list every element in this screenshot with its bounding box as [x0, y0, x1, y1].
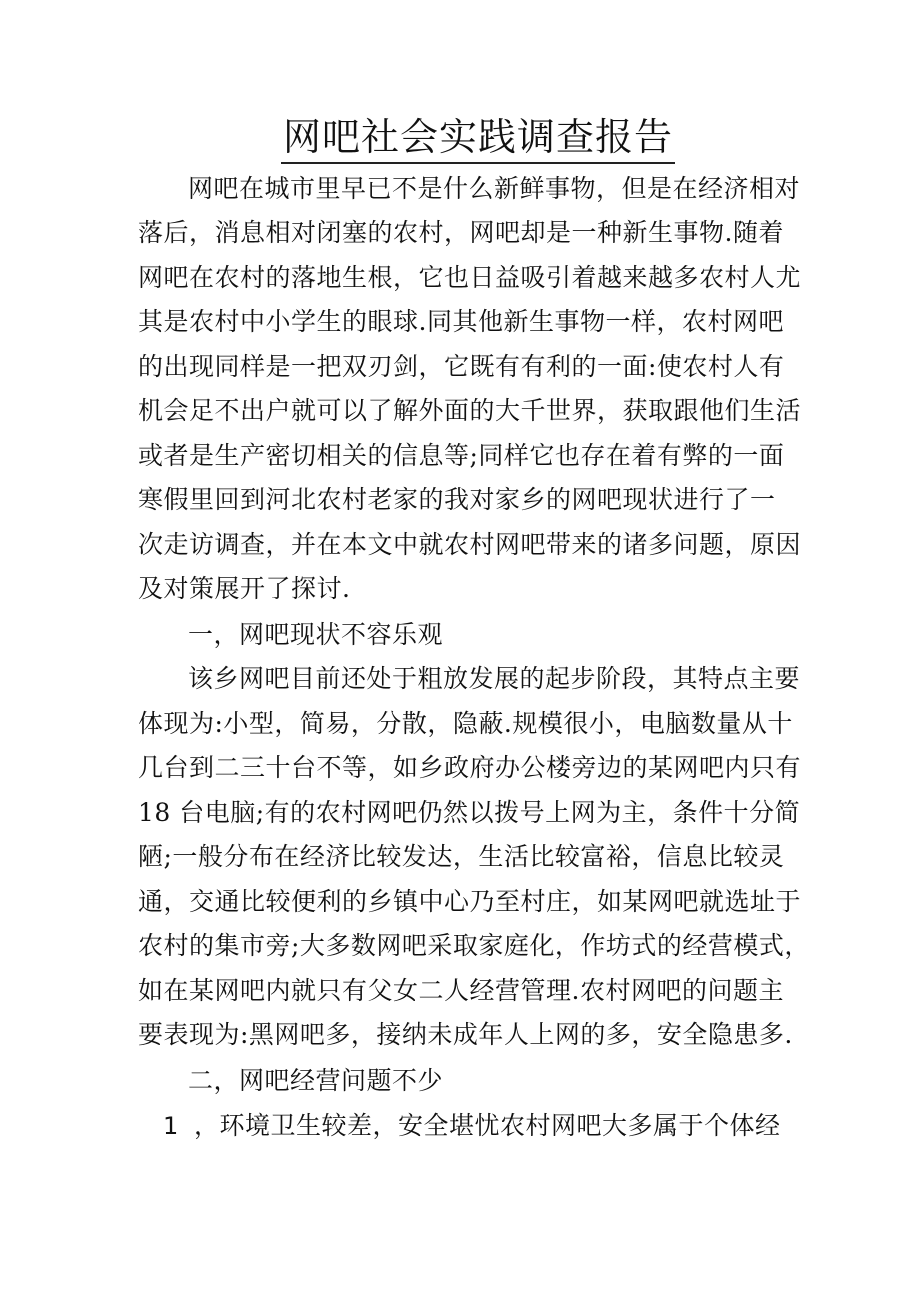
list-item-number: 1 [163, 1112, 179, 1140]
paragraph-line: 其是农村中小学生的眼球.同其他新生事物一样，农村网吧 [138, 307, 784, 336]
paragraph-line: 通，交通比较便利的乡镇中心乃至村庄，如某网吧就选址于 [138, 887, 802, 916]
section-heading: 一，网吧现状不容乐观 [188, 620, 444, 649]
paragraph-line: 网吧在城市里早已不是什么新鲜事物，但是在经济相对 [188, 174, 801, 203]
paragraph-line: 如在某网吧内就只有父女二人经营管理.农村网吧的问题主 [138, 976, 784, 1005]
paragraph-line: 的出现同样是一把双刃剑，它既有有利的一面:使农村人有 [138, 352, 785, 381]
paragraph-line: 落后，消息相对闭塞的农村，网吧却是一种新生事物.随着 [138, 218, 784, 247]
paragraph-line: 要表现为:黑网吧多，接纳未成年人上网的多，安全隐患多. [138, 1020, 793, 1049]
paragraph-line: 该乡网吧目前还处于粗放发展的起步阶段，其特点主要 [188, 664, 801, 693]
paragraph-line: 网吧在农村的落地生根，它也日益吸引着越来越多农村人尤 [138, 263, 802, 292]
list-item-text: ，环境卫生较差，安全堪忧农村网吧大多属于个体经 [194, 1111, 781, 1140]
paragraph-line: 陋;一般分布在经济比较发达，生活比较富裕，信息比较灵 [138, 842, 785, 871]
paragraph-line: 体现为:小型，简易，分散，隐蔽.规模很小，电脑数量从十 [138, 709, 793, 738]
document-title: 网吧社会实践调查报告 [0, 112, 920, 164]
paragraph-line: 及对策展开了探讨. [138, 574, 351, 603]
paragraph-line: 次走访调查，并在本文中就农村网吧带来的诸多问题，原因 [138, 530, 802, 559]
section-heading: 二，网吧经营问题不少 [188, 1066, 444, 1095]
paragraph-line: 或者是生产密切相关的信息等;同样它也存在着有弊的一面 [138, 441, 785, 470]
paragraph-line: 农村的集市旁;大多数网吧采取家庭化，作坊式的经营模式， [138, 931, 810, 960]
paragraph-line: 18 台电脑;有的农村网吧仍然以拨号上网为主，条件十分简 [138, 798, 801, 827]
paragraph-line: 几台到二三十台不等，如乡政府办公楼旁边的某网吧内只有 [138, 753, 802, 782]
paragraph-line: 机会足不出户就可以了解外面的大千世界，获取跟他们生活 [138, 396, 802, 425]
paragraph-line: 寒假里回到河北农村老家的我对家乡的网吧现状进行了一 [138, 485, 776, 514]
